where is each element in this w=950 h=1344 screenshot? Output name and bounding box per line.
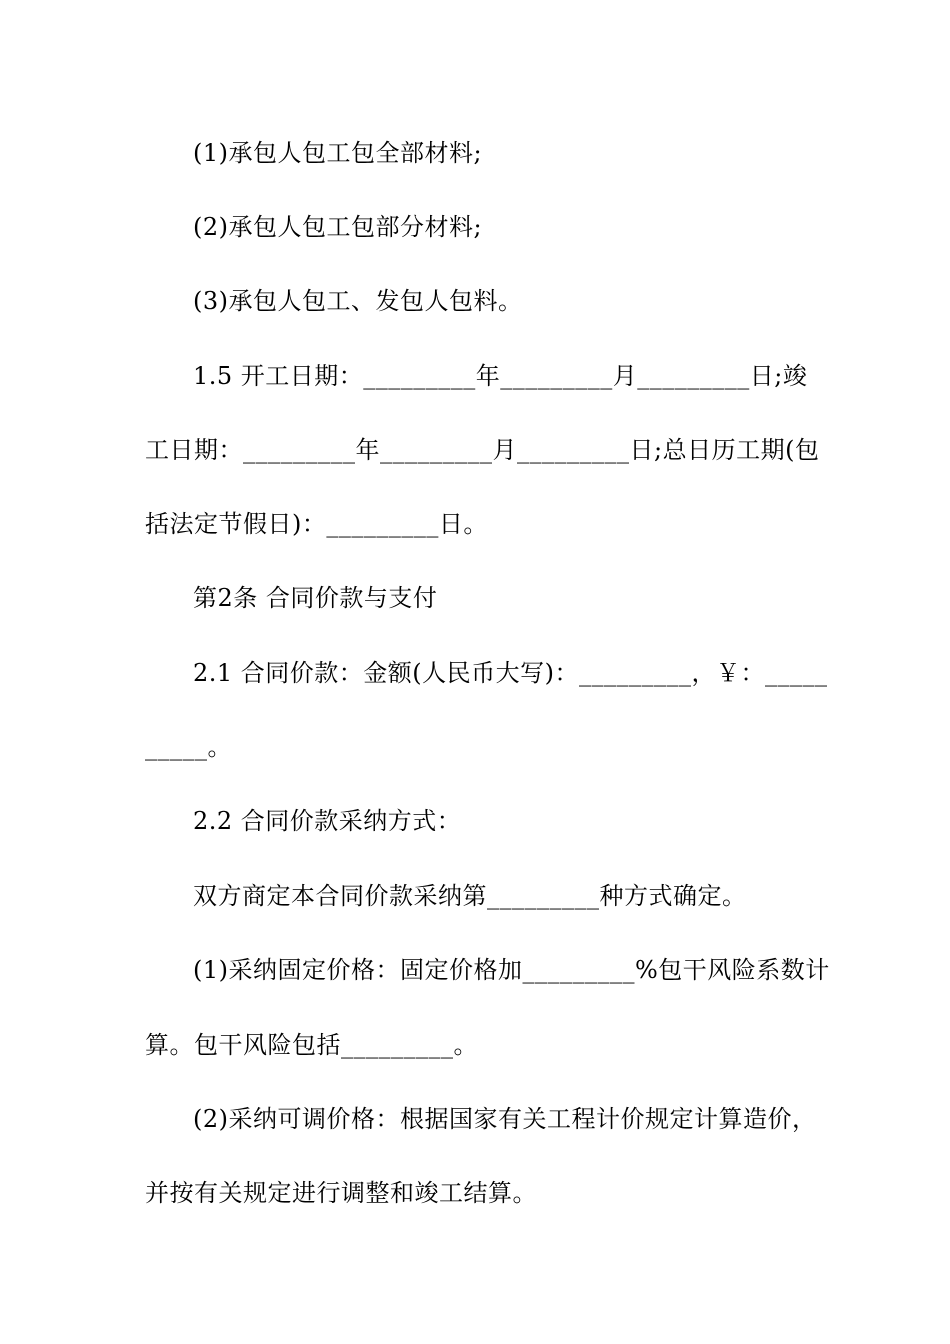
text-line-fixed-price-cont: 算。包干风险包括_________。 xyxy=(145,1031,478,1059)
text-line-price-method: 2.2 合同价款采纳方式： xyxy=(193,807,462,835)
text-line-option-1: (1)承包人包工包全部材料; xyxy=(193,139,483,167)
text-line-holidays: 括法定节假日)：_________日。 xyxy=(145,510,488,538)
section-heading-article-2: 第2条 合同价款与支付 xyxy=(193,584,438,612)
text-line-adjustable-price-cont: 并按有关规定进行调整和竣工结算。 xyxy=(145,1179,537,1207)
text-line-adjustable-price: (2)采纳可调价格：根据国家有关工程计价规定计算造价， xyxy=(193,1105,817,1133)
text-line-option-3: (3)承包人包工、发包人包料。 xyxy=(193,287,523,315)
text-line-fixed-price: (1)采纳固定价格：固定价格加_________%包干风险系数计 xyxy=(193,956,830,984)
text-line-contract-price-cont: _____。 xyxy=(145,733,232,761)
text-line-option-2: (2)承包人包工包部分材料; xyxy=(193,213,483,241)
text-line-method-choice: 双方商定本合同价款采纳第_________种方式确定。 xyxy=(193,882,747,910)
text-line-contract-price: 2.1 合同价款：金额(人民币大写)：_________，￥：_____ xyxy=(193,659,828,687)
text-line-completion-date: 工日期：_________年_________月_________日;总日历工期(包 xyxy=(145,436,820,464)
text-line-start-date: 1.5 开工日期：_________年_________月_________日;竣 xyxy=(193,362,808,390)
